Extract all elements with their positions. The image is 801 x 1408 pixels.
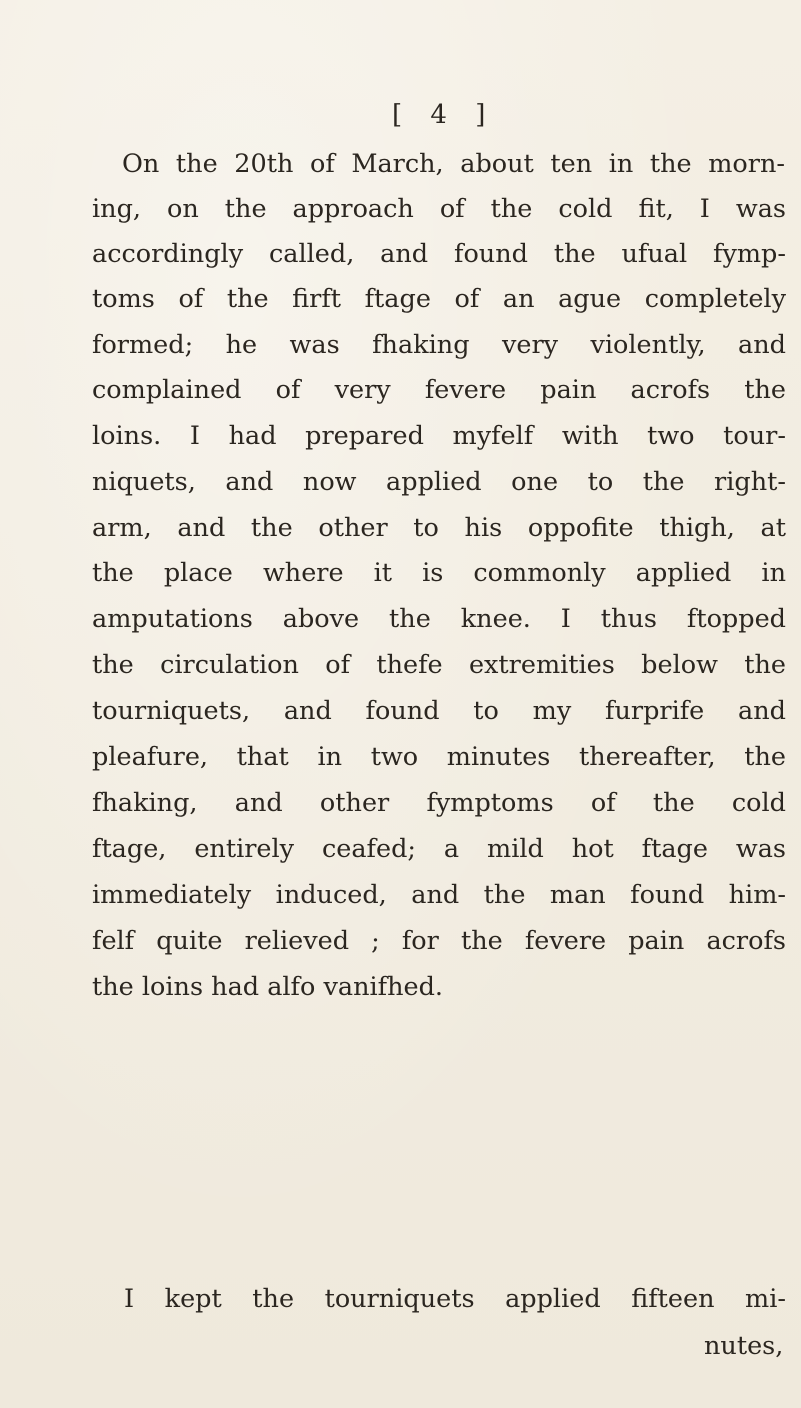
text-line: On the 20th of March, about ten in the morn-: [122, 149, 785, 179]
text-line: fhaking, and other fymptoms of the cold: [92, 788, 786, 818]
text-line: the place where it is commonly applied in: [92, 558, 786, 588]
catchword: nutes,: [704, 1331, 784, 1361]
text-line: the loins had alfo vanifhed.: [92, 972, 444, 1002]
text-line: amputations above the knee. I thus ftopped: [92, 604, 786, 634]
text-line: the circulation of thefe extremities below the: [92, 650, 786, 680]
text-line: I kept the tourniquets applied fifteen mi-: [124, 1284, 786, 1314]
text-line: loins. I had prepared myfelf with two tour-: [92, 421, 786, 451]
text-line: immediately induced, and the man found him-: [92, 880, 786, 910]
text-line: complained of very fevere pain acrofs the: [92, 375, 786, 405]
text-line: tourniquets, and found to my furprife and: [92, 696, 786, 726]
text-line: pleafure, that in two minutes thereafter, the: [92, 742, 786, 772]
text-line: ing, on the approach of the cold fit, I was: [92, 194, 786, 224]
page-number-header: [ 4 ]: [392, 100, 496, 130]
text-line: formed; he was fhaking very violently, and: [92, 330, 786, 360]
text-line: toms of the firft ftage of an ague completely: [92, 284, 786, 314]
text-line: felf quite relieved ; for the fevere pain acrofs: [92, 926, 786, 956]
text-line: niquets, and now applied one to the right-: [92, 467, 786, 497]
text-line: arm, and the other to his oppofite thigh, at: [92, 513, 786, 543]
text-line: accordingly called, and found the ufual fymp-: [92, 239, 786, 269]
text-line: ftage, entirely ceafed; a mild hot ftage was: [92, 834, 786, 864]
